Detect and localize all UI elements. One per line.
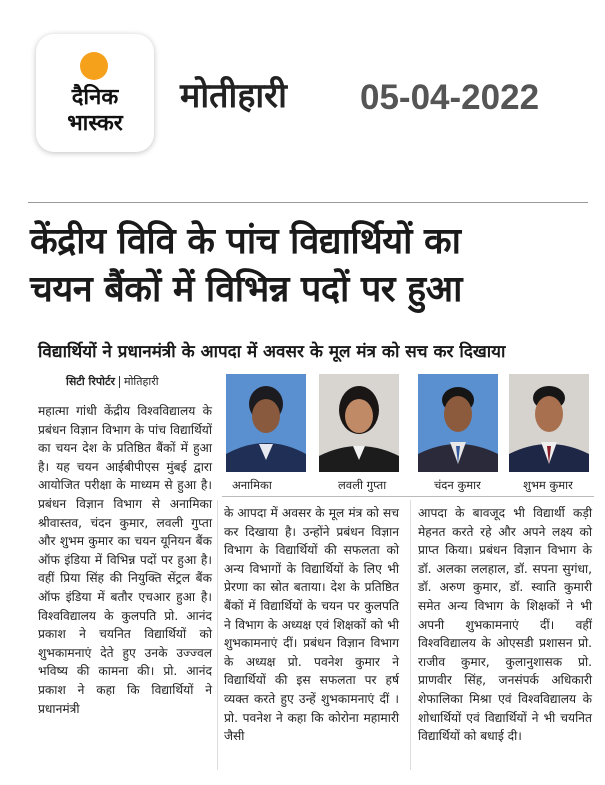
logo-line1: दैनिक <box>71 85 119 110</box>
byline-place: मोतिहारी <box>124 375 159 388</box>
photo-chandan-kumar <box>418 374 498 472</box>
article-column-2: के आपदा में अवसर के मूल मंत्र को सच कर दिखाया है। उन्होंने प्रबंधन विज्ञान विभाग के विद्यार्थियों की सफलता को अन्य विभागों के विद्यार्थियों के लिए भी प्रेरणा का स्रोत बताया। देश के प्रतिष्ठित बैंकों में विद्यार्थियों के चयन पर कुलपति ने विभाग के अध्यक्ष एवं शिक्षकों को भी शुभकामनाएं दीं। प्रबंधन विज्ञान विभाग के अध्यक्ष प्रो. पवनेश कुमार ने विद्यार्थियों की इस सफलता पर हर्ष व्यक्त करते हुए उन्हें शुभकामनाएं दीं । प्रो. पवनेश ने कहा कि कोरोना महामारी जैसी <box>224 506 399 744</box>
edition-city: मोतीहारी <box>180 76 287 116</box>
dainik-bhaskar-logo <box>36 34 154 152</box>
column-divider <box>410 500 411 770</box>
caption-divider <box>222 496 594 497</box>
photo-lovely-gupta <box>319 374 399 472</box>
headline <box>30 218 590 314</box>
portrait-image <box>418 374 498 472</box>
photo-anamika <box>226 374 306 472</box>
masthead <box>0 0 605 190</box>
photo-caption: चंदन कुमार <box>434 478 481 492</box>
byline <box>66 374 159 390</box>
photo-caption: अनामिका <box>232 478 272 492</box>
column-divider <box>217 500 218 770</box>
photo-shubham-kumar <box>509 374 589 472</box>
portrait-image <box>319 374 399 472</box>
photo-caption: शुभम कुमार <box>523 478 573 492</box>
edition-date: 05-04-2022 <box>360 78 540 117</box>
headline-line1: केंद्रीय विवि के पांच विद्यार्थियों का <box>30 221 461 262</box>
divider <box>28 202 588 203</box>
byline-reporter: सिटी रिपोर्टर <box>66 375 115 388</box>
logo-line2: भास्कर <box>67 111 123 136</box>
article-column-3: आपदा के बावजूद भी विद्यार्थी कड़ी मेहनत करते रहे और अपने लक्ष्य को प्राप्त किया। प्रबंधन विज्ञान विभाग के डॉ. अलका ललहाल, डॉ. सपना सुगंधा, डॉ. अरुण कुमार, डॉ. स्वाति कुमारी समेत अन्य विभाग के शिक्षकों ने भी अपनी शुभकामनाएं दीं। वहीं विश्वविद्यालय के ओएसडी प्रशासन प्रो. राजीव कुमार, कुलानुशासक प्रो. प्राणवीर सिंह, जनसंपर्क अधिकारी शेफालिका मिश्रा एवं विश्वविद्यालय के शोधार्थियों एवं विद्यार्थियों ने भी चयनित विद्यार्थियों को बधाई दी। <box>418 506 592 744</box>
subheadline: विद्यार्थियों ने प्रधानमंत्री के आपदा में अवसर के मूल मंत्र को सच कर दिखाया <box>38 342 506 362</box>
article-column-1: महात्मा गांधी केंद्रीय विश्वविद्यालय के प्रबंधन विज्ञान विभाग के पांच विद्यार्थियों का चयन देश के प्रतिष्ठित बैंकों में हुआ है। यह चयन आईबीपीएस मुंबई द्वारा आयोजित परीक्षा के माध्यम से हुआ है। प्रबंधन विज्ञान विभाग से अनामिका श्रीवास्तव, चंदन कुमार, लवली गुप्ता और शुभम कुमार का चयन यूनियन बैंक ऑफ इंडिया में विभिन्न पदों पर हुआ है। वहीं प्रिया सिंह की नियुक्ति सेंट्रल बैंक ऑफ इंडिया में बतौर एचआर हुआ है। विश्वविद्यालय के कुलपति प्रो. आनंद प्रकाश ने चयनित विद्यार्थियों को शुभकामनाएं देते हुए उनके उज्ज्वल भविष्य की कामना की। प्रो. आनंद प्रकाश ने कहा कि विद्यार्थियों ने प्रधानमंत्री <box>38 404 212 716</box>
portrait-image <box>509 374 589 472</box>
portrait-image <box>226 374 306 472</box>
byline-separator <box>119 376 120 388</box>
photo-caption: लवली गुप्ता <box>338 478 387 492</box>
sun-icon <box>80 52 108 80</box>
headline-line2: चयन बैंकों में विभिन्न पदों पर हुआ <box>30 269 462 310</box>
